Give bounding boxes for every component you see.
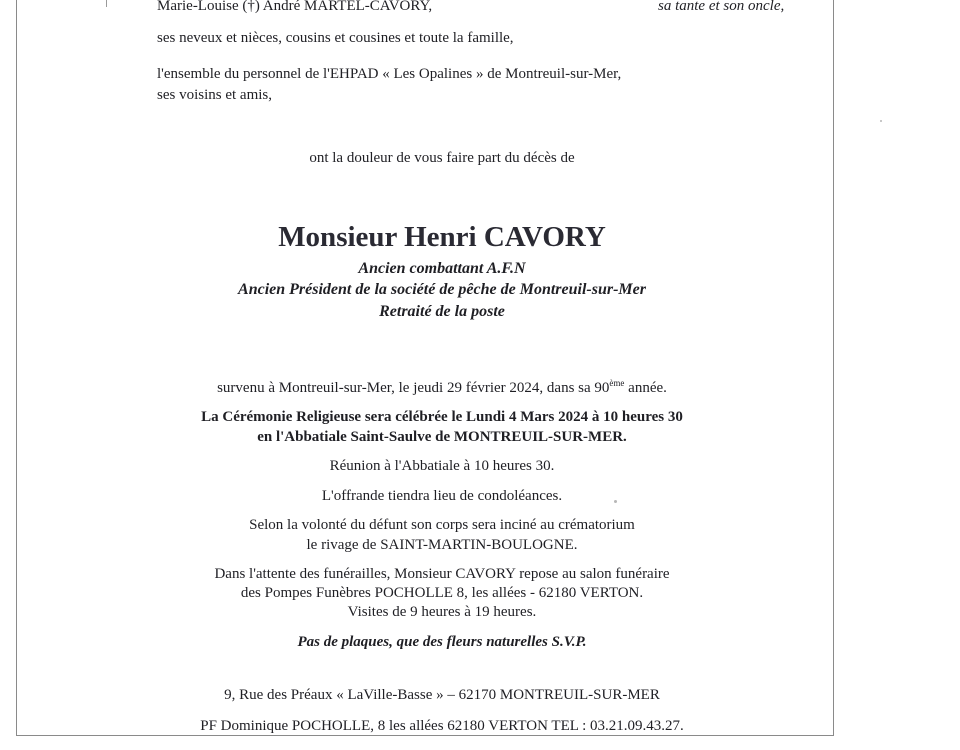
ceremony-line-2: en l'Abbatiale Saint-Saulve de MONTREUIL-SUR-MER. [257, 429, 627, 445]
scan-mark [106, 0, 107, 7]
deceased-name: Monsieur Henri CAVORY [278, 221, 606, 253]
death-notice-text: survenu à Montreuil-sur-Mer, le jeudi 29 février 2024, dans sa 90 [217, 380, 610, 396]
deceased-title-3: Retraité de la poste [379, 303, 505, 320]
announcement-line: ont la douleur de vous faire part du décès de [309, 150, 575, 166]
document-border-right [833, 0, 834, 736]
address-line: 9, Rue des Préaux « LaVille-Basse » – 62170 MONTREUIL-SUR-MER [224, 687, 660, 703]
death-notice-end: année. [624, 380, 667, 396]
deceased-title-2: Ancien Président de la société de pêche de Montreuil-sur-Mer [238, 281, 646, 298]
funeral-home-line-3: Visites de 9 heures à 19 heures. [347, 604, 537, 620]
cremation-line-2: le rivage de SAINT-MARTIN-BOULOGNE. [306, 537, 578, 553]
header-relatives-line: ses neveux et nièces, cousins et cousines et toute la famille, [157, 30, 514, 46]
header-family-line: Marie-Louise (†) André MARTEL-CAVORY, [157, 0, 433, 14]
scan-speck [614, 500, 617, 503]
death-notice [0, 378, 884, 398]
funeral-home-line-1: Dans l'attente des funérailles, Monsieur CAVORY repose au salon funéraire [214, 566, 670, 582]
deceased-title-1: Ancien combattant A.F.N [358, 260, 526, 277]
header-neighbours-line: ses voisins et amis, [157, 87, 272, 103]
cremation-line-1: Selon la volonté du défunt son corps sera inciné au crématorium [249, 517, 635, 533]
header-relation-line: sa tante et son oncle, [658, 0, 785, 14]
funeral-home-line-2: des Pompes Funèbres POCHOLLE 8, les allées - 62180 VERTON. [240, 585, 644, 601]
offering-line: L'offrande tiendra lieu de condoléances. [321, 488, 563, 504]
header-staff-line: l'ensemble du personnel de l'EHPAD « Les Opalines » de Montreuil-sur-Mer, [157, 66, 622, 82]
scan-speck [880, 120, 882, 122]
flowers-notice: Pas de plaques, que des fleurs naturelles S.V.P. [297, 634, 587, 650]
meeting-line: Réunion à l'Abbatiale à 10 heures 30. [329, 458, 555, 474]
ordinal-superscript: ème [609, 378, 625, 388]
funeral-director-line: PF Dominique POCHOLLE, 8 les allées 62180 VERTON TEL : 03.21.09.43.27. [200, 718, 684, 734]
document-border-left [16, 0, 17, 736]
ceremony-line-1: La Cérémonie Religieuse sera célébrée le Lundi 4 Mars 2024 à 10 heures 30 [201, 409, 683, 425]
